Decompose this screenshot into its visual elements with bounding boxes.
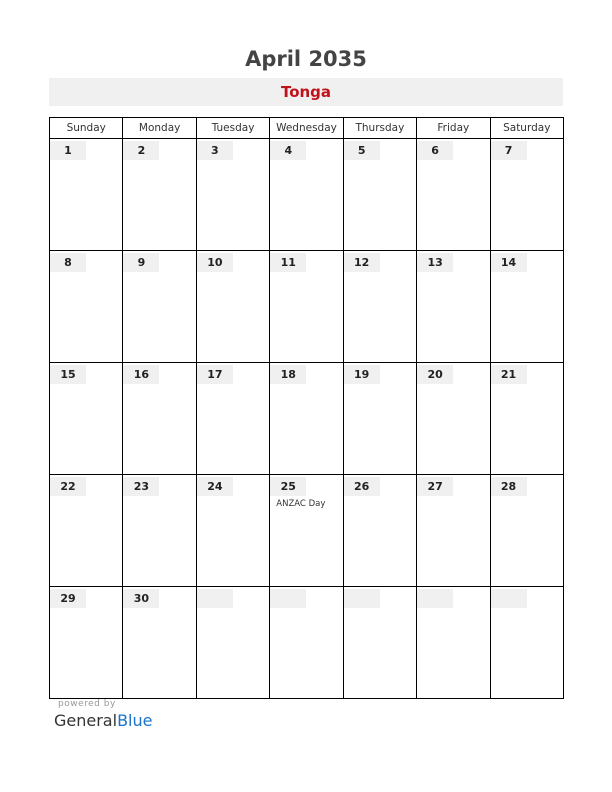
day-number: 7: [491, 141, 527, 160]
day-cell: [343, 363, 416, 475]
day-number: 22: [50, 477, 86, 496]
day-cell: [417, 139, 490, 251]
day-number: 24: [197, 477, 233, 496]
day-number: 19: [344, 365, 380, 384]
day-number: 13: [417, 253, 453, 272]
day-cell: [123, 475, 196, 587]
day-cell: [270, 251, 343, 363]
day-cell: [123, 139, 196, 251]
empty-day-number: [197, 589, 233, 608]
day-cell: [343, 139, 416, 251]
week-row: [50, 475, 564, 587]
day-cell-empty: [270, 587, 343, 699]
calendar-grid: [49, 117, 564, 699]
day-cell-empty: [343, 587, 416, 699]
week-row: [50, 363, 564, 475]
day-number: 9: [123, 253, 159, 272]
week-row: [50, 587, 564, 699]
day-cell: [490, 363, 563, 475]
day-cell: [50, 251, 123, 363]
week-row: [50, 251, 564, 363]
day-cell: [270, 139, 343, 251]
day-number: 2: [123, 141, 159, 160]
day-number: 26: [344, 477, 380, 496]
day-cell: [490, 475, 563, 587]
weekday-header: Monday: [123, 118, 196, 139]
weekday-header: Saturday: [490, 118, 563, 139]
day-number: 14: [491, 253, 527, 272]
day-number: 27: [417, 477, 453, 496]
day-cell-empty: [417, 587, 490, 699]
country-name: Tonga: [280, 83, 332, 101]
powered-by-text: powered by: [58, 699, 116, 709]
day-cell: [196, 251, 269, 363]
day-number: 23: [123, 477, 159, 496]
holiday-label: ANZAC Day: [276, 499, 326, 509]
day-number: 8: [50, 253, 86, 272]
day-number: 25: [270, 477, 306, 496]
day-number: 3: [197, 141, 233, 160]
brand-name-part2: Blue: [117, 711, 153, 730]
footer-brand: [54, 699, 152, 730]
brand-name-part1: General: [54, 711, 118, 730]
week-row: [50, 139, 564, 251]
day-cell: [343, 475, 416, 587]
day-cell: [343, 251, 416, 363]
day-cell: [196, 363, 269, 475]
day-cell: [196, 475, 269, 587]
day-number: 30: [123, 589, 159, 608]
day-cell: [196, 139, 269, 251]
empty-day-number: [344, 589, 380, 608]
day-number: 17: [197, 365, 233, 384]
country-banner: [49, 78, 563, 106]
day-number: 20: [417, 365, 453, 384]
weekday-header-row: [50, 118, 564, 139]
day-cell: [123, 587, 196, 699]
day-number: 10: [197, 253, 233, 272]
day-cell: [417, 363, 490, 475]
day-number: 28: [491, 477, 527, 496]
day-cell-empty: [490, 587, 563, 699]
day-cell: [50, 587, 123, 699]
weekday-header: Sunday: [50, 118, 123, 139]
day-number: 18: [270, 365, 306, 384]
weekday-header: Friday: [417, 118, 490, 139]
day-cell-holiday: [270, 475, 343, 587]
weekday-header: Thursday: [343, 118, 416, 139]
day-cell-empty: [196, 587, 269, 699]
day-number: 5: [344, 141, 380, 160]
day-number: 21: [491, 365, 527, 384]
day-cell: [490, 139, 563, 251]
day-cell: [50, 475, 123, 587]
empty-day-number: [491, 589, 527, 608]
weekday-header: Tuesday: [196, 118, 269, 139]
day-cell: [123, 363, 196, 475]
empty-day-number: [417, 589, 453, 608]
day-cell: [50, 139, 123, 251]
day-number: 16: [123, 365, 159, 384]
day-number: 29: [50, 589, 86, 608]
calendar-title: April 2035: [245, 47, 367, 71]
day-cell: [417, 251, 490, 363]
day-cell: [270, 363, 343, 475]
empty-day-number: [270, 589, 306, 608]
day-number: 11: [270, 253, 306, 272]
day-number: 12: [344, 253, 380, 272]
day-number: 4: [270, 141, 306, 160]
day-cell: [417, 475, 490, 587]
day-number: 15: [50, 365, 86, 384]
day-cell: [50, 363, 123, 475]
weekday-header: Wednesday: [270, 118, 343, 139]
day-number: 1: [50, 141, 86, 160]
day-cell: [123, 251, 196, 363]
day-cell: [490, 251, 563, 363]
day-number: 6: [417, 141, 453, 160]
brand-logo[interactable]: [54, 711, 152, 730]
